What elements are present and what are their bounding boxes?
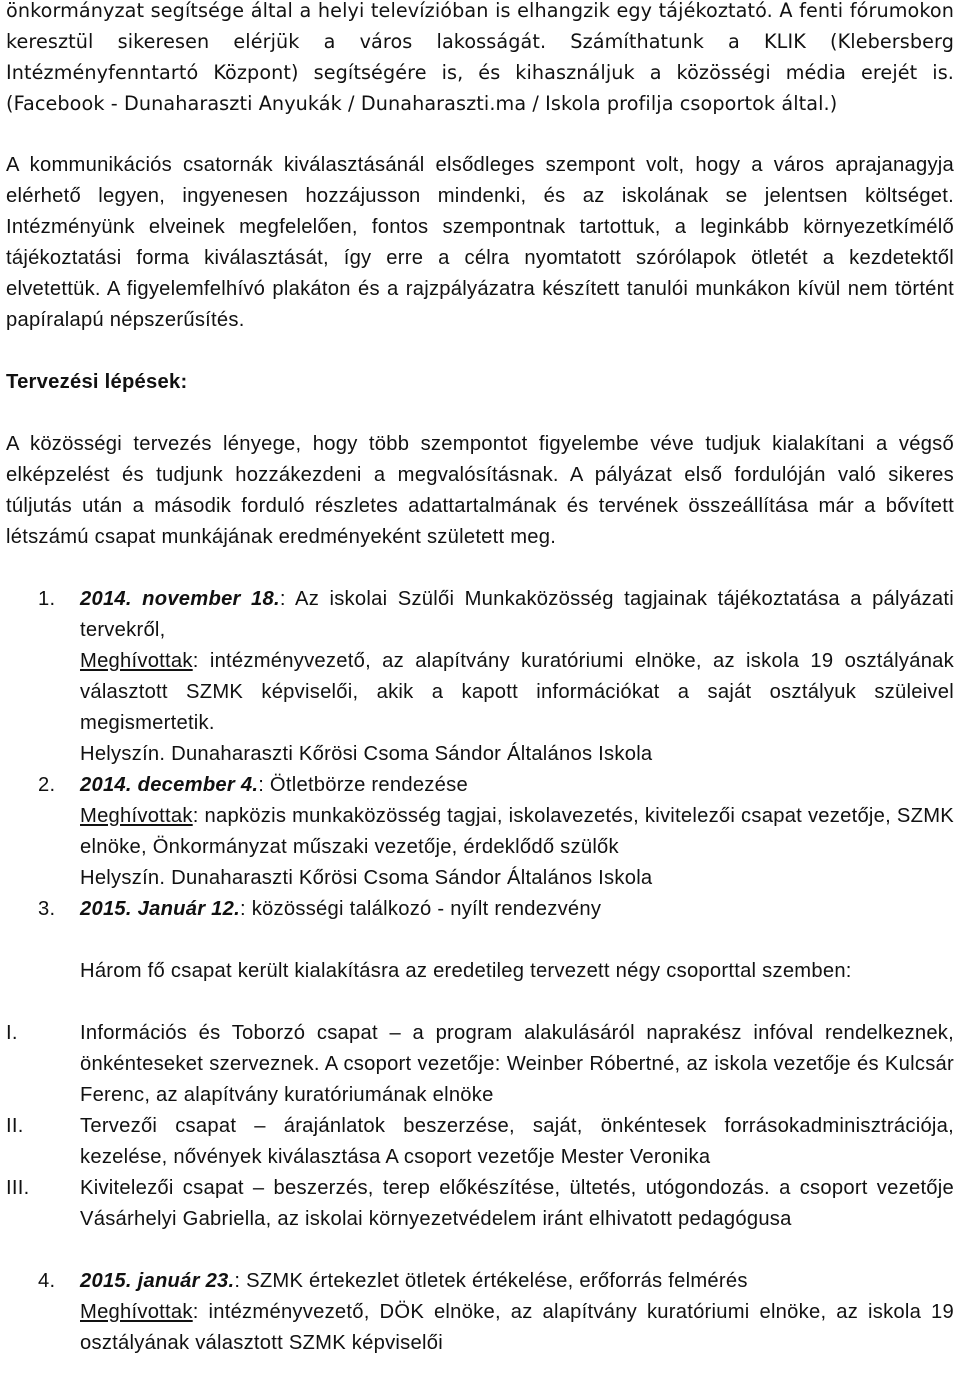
team-number: II.	[6, 1115, 24, 1137]
teams-list	[6, 1018, 954, 1235]
step-date: 2015. Január 12.	[80, 898, 240, 920]
step-content	[80, 1266, 954, 1359]
team-number: I.	[6, 1022, 18, 1044]
invited-label: Meghívottak	[80, 805, 193, 827]
spacer	[6, 553, 954, 584]
step-location: Helyszín. Dunaharaszti Kőrösi Csoma Sándor Általános Iskola	[80, 743, 653, 765]
team-item	[6, 1018, 954, 1111]
step-item	[6, 1266, 954, 1359]
intro-text: önkormányzat segítsége által a helyi televízióban is elhangzik egy tájékoztató. A fenti fórumokon keresztül sikeresen elérjük a város lakosságát. Számíthatunk a KLIK (Klebersberg Intézményfenntartó Központ) segítségére is, és kihasználjuk a közösségi média erejét is. (Facebook - Dunaharaszti Anyukák / Dunaharaszti.ma / Iskola profilja csoportok által.)	[6, 0, 954, 115]
step-number: 2.	[38, 774, 56, 796]
step-description: Ötletbörze rendezése	[264, 774, 468, 796]
team-description: Kivitelezői csapat – beszerzés, terep előkészítése, ültetés, utógondozás. a csoport vezetője Vásárhelyi Gabriella, az iskolai környezetvédelem iránt elhivatott pedagógusa	[80, 1177, 954, 1230]
step-content	[80, 894, 954, 925]
step-item	[6, 770, 954, 894]
document-body	[6, 119, 954, 1359]
spacer	[6, 1235, 954, 1266]
step-content	[80, 584, 954, 770]
teams-intro: Három fő csapat került kialakításra az eredetileg tervezett négy csoporttal szemben:	[80, 960, 852, 982]
section-heading: Tervezési lépések:	[6, 371, 188, 393]
team-description: Tervezői csapat – árajánlatok beszerzése, saját, önkéntesek forrásokadminisztrációja, kezelése, nővények kiválasztása A csoport vezetője Mester Veronika	[80, 1115, 954, 1168]
planning-steps-list	[6, 584, 954, 925]
invited-text: : intézményvezető, DÖK elnöke, az alapítvány kuratóriumi elnöke, az iskola 19 osztályának választott SZMK képviselői	[80, 1301, 954, 1354]
step-separator: :	[258, 774, 265, 796]
spacer	[6, 987, 954, 1018]
step-item	[6, 584, 954, 770]
invited-text: : intézményvezető, az alapítvány kuratóriumi elnöke, az iskola 19 osztályának választott SZMK képviselői, akik a kapott információkat a saját osztályuk szüleivel megismertetik.	[80, 650, 954, 734]
invited-label: Meghívottak	[80, 650, 193, 672]
planning-paragraph: A közösségi tervezés lényege, hogy több szempontot figyelembe véve tudjuk kialakítani a végső elképzelést és tudjunk hozzákezdeni a megvalósításnak. A pályázat első fordulóján való sikeres túljutás után a második forduló részletes adattartalmának és tervének összeállítása már a bővített létszámú csapat munkájának eredményeként született meg.	[6, 433, 954, 548]
step-content	[80, 770, 954, 894]
step-separator: :	[240, 898, 246, 920]
spacer	[6, 336, 954, 367]
invited-text: : napközis munkaközösség tagjai, iskolavezetés, kivitelezői csapat vezetője, SZMK elnöke, Önkormányzat műszaki vezetője, érdeklődő szülők	[80, 805, 954, 858]
step-number: 1.	[38, 588, 56, 610]
step-number: 4.	[38, 1270, 56, 1292]
step-separator: :	[234, 1270, 241, 1292]
team-description: Információs és Toborzó csapat – a program alakulásáról naprakész infóval rendelkeznek, önkénteseket szerveznek. A csoport vezetője: Weinber Róbertné, az iskola vezetője és Kulcsár Ferenc, az alapítvány kuratóriumának elnöke	[80, 1022, 954, 1106]
step-item	[6, 894, 954, 925]
step-date: 2015. január 23.	[80, 1270, 235, 1292]
invited-label: Meghívottak	[80, 1301, 193, 1323]
planning-steps-list-continued	[6, 1266, 954, 1359]
spacer	[6, 398, 954, 429]
spacer	[6, 925, 954, 956]
step-description: közösségi találkozó - nyílt rendezvény	[245, 898, 602, 920]
step-date: 2014. november 18.	[80, 588, 280, 610]
step-separator: :	[279, 588, 286, 610]
team-item	[6, 1173, 954, 1235]
step-location: Helyszín. Dunaharaszti Kőrösi Csoma Sándor Általános Iskola	[80, 867, 653, 889]
step-date: 2014. december 4.	[80, 774, 259, 796]
team-number: III.	[6, 1177, 30, 1199]
step-number: 3.	[38, 898, 56, 920]
communication-paragraph: A kommunikációs csatornák kiválasztásánál elsődleges szempont volt, hogy a város aprajanagyja elérhető legyen, ingyenesen hozzájusson mindenki, és az iskolának se jelentsen költséget. Intézményünk elveinek megfelelően, fontos szempontnak tartottuk, a leginkább környezetkímélő tájékoztatási forma kiválasztását, így erre a célra nyomtatott szórólapok ötletét a kezdetektől elvetettük. A figyelemfelhívó plakáton és a rajzpályázatra készített tanulói munkákon kívül nem történt papíralapú népszerűsítés.	[6, 154, 954, 331]
intro-paragraph	[6, 0, 954, 119]
spacer	[6, 119, 954, 150]
team-item	[6, 1111, 954, 1173]
step-description: SZMK értekezlet ötletek értékelése, erőforrás felmérés	[240, 1270, 748, 1292]
step-description: Az iskolai Szülői Munkaközösség tagjainak tájékoztatása a pályázati tervekről,	[80, 588, 954, 641]
